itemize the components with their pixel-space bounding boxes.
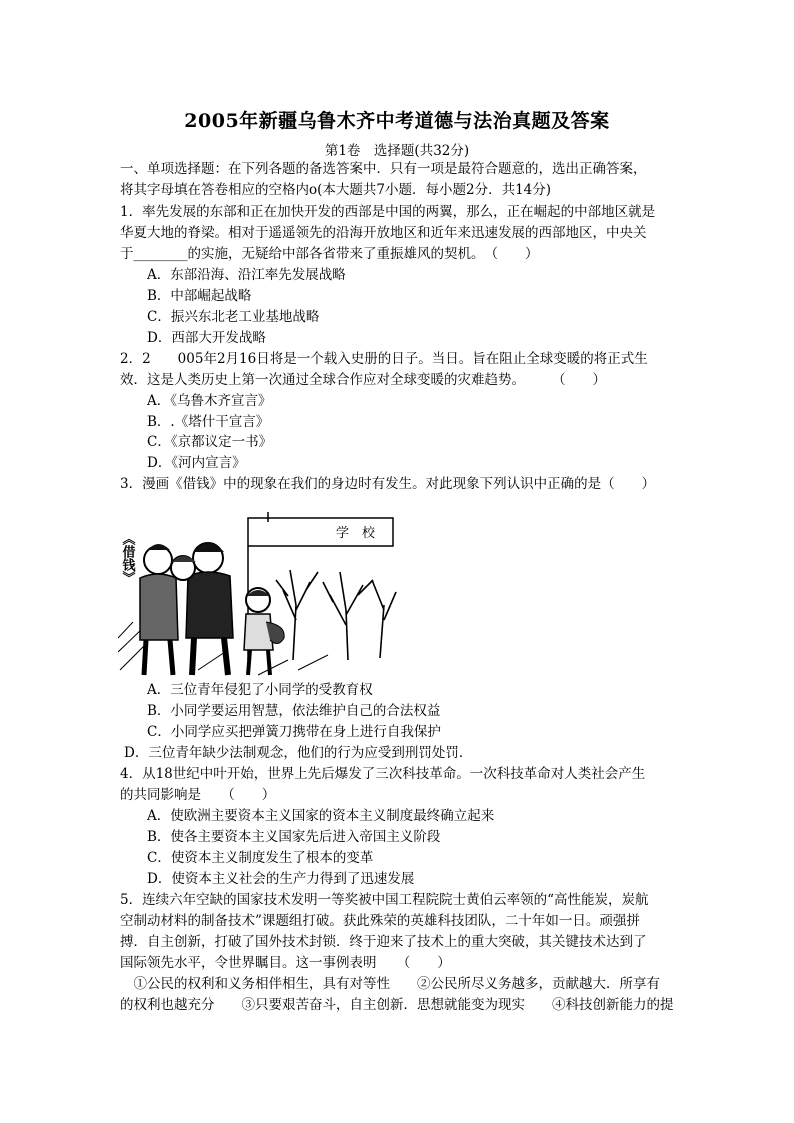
q3-option-c: C．小同学应买把弹簧刀携带在身上进行自我保护 bbox=[147, 724, 441, 740]
q1-stem-line-3: 于________的实施，无疑给中部各省带来了重振雄风的契机。 （ ） bbox=[120, 246, 539, 262]
q5-stem-line-2: 空制动材料的制备技术”课题组打破。获此殊荣的英雄科技团队，二十年如一日。顽强拼 bbox=[120, 913, 640, 929]
page-title: 2005年新疆乌鲁木齐中考道德与法治真题及答案 bbox=[184, 110, 610, 132]
q5-stem-line-1: 5．连续六年空缺的国家技术发明一等奖被中国工程院院士黄伯云率领的“高性能炭，炭航 bbox=[120, 892, 649, 908]
q2-option-b: B．.《塔什干宣言》 bbox=[147, 414, 270, 430]
school-sign-text: 学 校 bbox=[336, 526, 376, 541]
q1-option-b: B．中部崛起战略 bbox=[147, 288, 252, 304]
q3-option-d: D．三位青年缺少法制观念，他们的行为应受到刑罚处罚． bbox=[124, 745, 473, 761]
q4-option-d: D．使资本主义社会的生产力得到了迅速发展 bbox=[147, 871, 415, 887]
q4-option-a: A．使欧洲主要资本主义国家的资本主义制度最终确立起来 bbox=[147, 808, 495, 824]
q4-option-b: B．使各主要资本主义国家先后进入帝国主义阶段 bbox=[147, 829, 441, 845]
q4-stem-line-2: 的共同影响是 （ ） bbox=[120, 787, 276, 803]
q2-stem-line-2: 效．这是人类历史上第一次通过全球合作应对全球变暖的灾难趋势。 （ ） bbox=[120, 372, 606, 388]
q2-option-c: C．《京都议定一书》 bbox=[147, 434, 273, 450]
q3-stem: 3．漫画《借钱》中的现象在我们的身边时有发生。对此现象下列认识中正确的是（ ） bbox=[120, 476, 656, 492]
q3-option-b: B．小同学要运用智慧，依法维护自己的合法权益 bbox=[147, 703, 441, 719]
section-instructions-line-1: 一、单项选择题：在下列各题的备选答案中．只有一项是最符合题意的，选出正确答案， bbox=[120, 161, 647, 177]
cartoon-title bbox=[120, 532, 136, 584]
q1-stem-line-2: 华夏大地的脊梁。相对于遥遥领先的沿海开放地区和近年来迅速发展的西部地区，中央关 bbox=[120, 225, 647, 241]
cartoon-title-text: 《借钱》 bbox=[119, 532, 135, 584]
q5-statements-line-1: ①公民的权利和义务相伴相生，具有对等性 ②公民所尽义务越多，贡献越大．所享有 bbox=[120, 976, 660, 992]
three-youths bbox=[140, 543, 233, 675]
q5-stem-line-3: 搏．自主创新，打破了国外技术封锁．终于迎来了技术上的重大突破，其关键技术达到了 bbox=[120, 934, 647, 950]
q2-option-d: D．《河内宣言》 bbox=[147, 455, 246, 471]
q2-option-a: A．《乌鲁木齐宣言》 bbox=[147, 393, 272, 409]
q2-stem-line-1: 2．2 005年2月16日将是一个载入史册的日子。当日。旨在阻止全球变暖的将正式生 bbox=[120, 351, 648, 367]
q1-option-c: C．振兴东北老工业基地战略 bbox=[147, 309, 320, 325]
q5-statements-line-2: 的权利也越充分 ③只要艰苦奋斗，自主创新．思想就能变为现实 ④科技创新能力的提 bbox=[120, 997, 674, 1013]
trees bbox=[276, 570, 396, 660]
q5-stem-line-4: 国际领先水平，令世界瞩目。这一事例表明 （ ） bbox=[120, 955, 451, 971]
q1-stem-line-1: 1．率先发展的东部和正在加快开发的西部是中国的两翼，那么，正在崛起的中部地区就是 bbox=[120, 204, 656, 220]
q3-option-a: A．三位青年侵犯了小同学的受教育权 bbox=[147, 682, 373, 698]
cartoon-borrowing-money-illustration bbox=[118, 510, 398, 682]
q4-stem-line-1: 4．从18世纪中叶开始，世界上先后爆发了三次科技革命。一次科技革命对人类社会产生 bbox=[120, 766, 646, 782]
q4-option-c: C．使资本主义制度发生了根本的变革 bbox=[147, 850, 374, 866]
section-instructions-line-2: 将其字母填在答卷相应的空格内o(本大题共7小题．每小题2分．共14分) bbox=[120, 182, 552, 198]
volume-heading: 第1卷 选择题(共32分) bbox=[324, 143, 470, 159]
small-student bbox=[244, 588, 284, 675]
q1-option-a: A．东部沿海、沿江率先发展战略 bbox=[147, 267, 346, 283]
q1-option-d: D．西部大开发战略 bbox=[147, 330, 266, 346]
